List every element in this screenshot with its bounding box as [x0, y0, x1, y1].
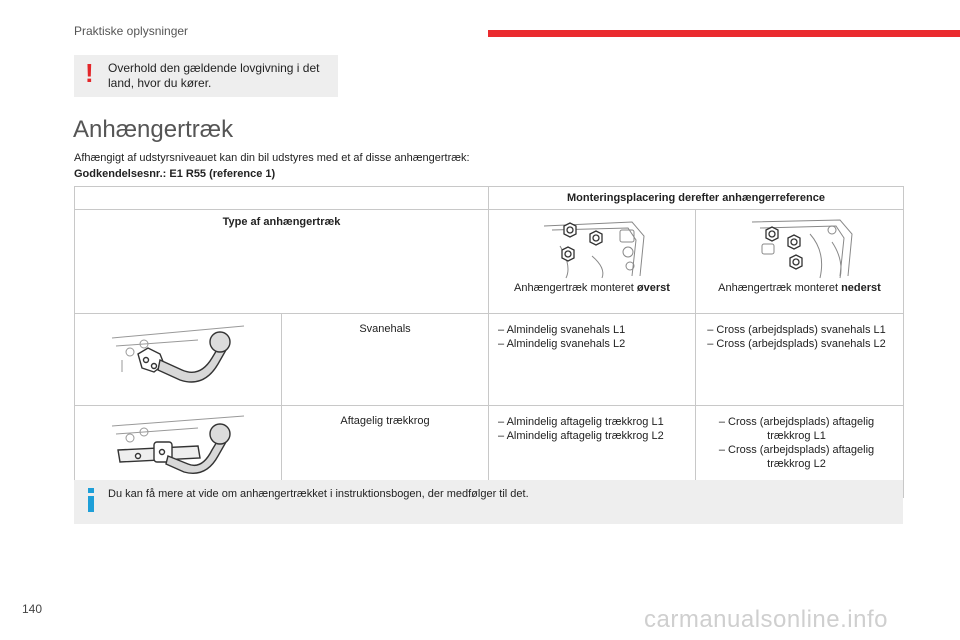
list-item: – Almindelig svanehals L1 — [498, 324, 626, 336]
approval-number: Godkendelsesnr.: E1 R55 (reference 1) — [74, 168, 276, 180]
mount-bottom-illustration — [740, 216, 860, 280]
mounting-header: Monteringsplacering derefter anhængerreference — [489, 187, 904, 210]
list-item: – Cross (arbejdsplads) aftagelig trækkrog L2 — [718, 444, 875, 470]
mount-bottom-caption: Anhængertræk monteret nederst — [718, 282, 881, 294]
list-item: – Cross (arbejdsplads) svanehals L2 — [707, 338, 886, 350]
list-item: – Almindelig aftagelig trækkrog L2 — [498, 430, 664, 442]
warning-text: Overhold den gældende lovgivning i det land, hvor du kører. — [108, 61, 320, 90]
type-header: Type af anhængertræk — [75, 210, 489, 314]
page-number: 140 — [22, 602, 43, 616]
section-intro: Afhængigt af udstyrsniveauet kan din bil udstyres med et af disse anhængertræk: — [74, 152, 470, 164]
swan-neck-type: Svanehals — [282, 314, 489, 406]
list-item: – Almindelig svanehals L2 — [498, 338, 626, 350]
swan-neck-hook-illustration — [108, 320, 248, 388]
watermark: carmanualsonline.info — [644, 606, 888, 633]
header-accent-bar — [488, 30, 960, 37]
mount-top-cell — [489, 210, 696, 314]
tow-bar-table — [74, 186, 904, 498]
list-item: – Cross (arbejdsplads) svanehals L1 — [707, 324, 886, 336]
header-section-title: Praktiske oplysninger — [74, 24, 189, 38]
list-item: – Cross (arbejdsplads) aftagelig trækkrog L1 — [718, 416, 875, 442]
mount-bottom-cell — [696, 210, 904, 314]
list-item: – Almindelig aftagelig trækkrog L1 — [498, 416, 664, 428]
detachable-type: Aftagelig trækkrog — [282, 406, 489, 498]
swan-neck-image-cell — [75, 314, 282, 406]
warning-box — [74, 55, 338, 97]
swan-neck-top-cell — [489, 314, 696, 406]
info-box — [74, 480, 903, 524]
info-text: Du kan få mere at vide om anhængertrækket i instruktionsbogen, der medfølger til det. — [108, 488, 529, 500]
section-title: Anhængertræk — [73, 116, 234, 143]
exclamation-icon: ! — [85, 58, 94, 88]
mount-top-illustration — [532, 216, 652, 280]
table-corner-cell — [75, 187, 489, 210]
swan-neck-bottom-cell — [696, 314, 904, 406]
detachable-hook-illustration — [108, 412, 248, 480]
mount-top-caption: Anhængertræk monteret øverst — [514, 282, 670, 294]
info-icon — [84, 486, 98, 514]
